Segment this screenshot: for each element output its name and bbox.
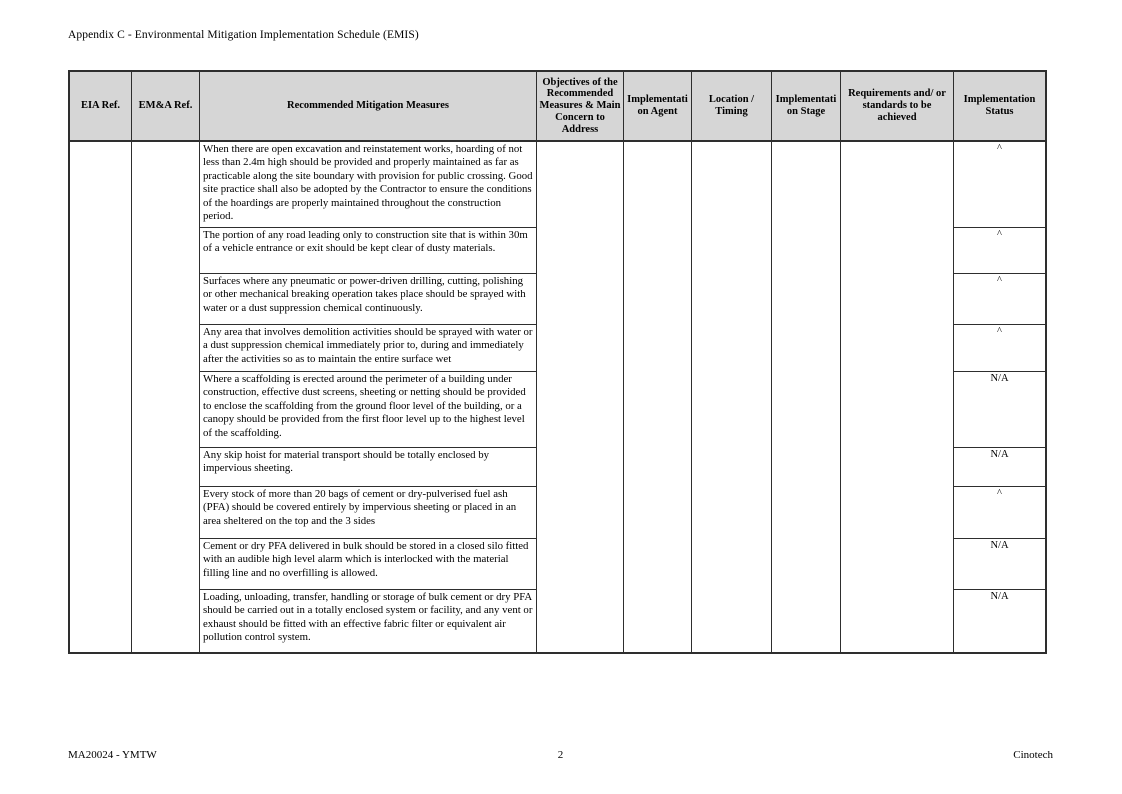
measure-cell: Where a scaffolding is erected around the perimeter of a building under construction, effective dust screens, sheeting or netting should be provided to enclose the scaffolding from the ground floor level of the building, or a canopy should be provided from the first floor level up to the highest level of the scaffolding. [200, 372, 536, 448]
status-cell: ^ [954, 325, 1045, 372]
measure-cell: Every stock of more than 20 bags of cement or dry-pulverised fuel ash (PFA) should be covered entirely by impervious sheeting or placed in an area sheltered on the top and the 3 sides [200, 487, 536, 539]
measure-cell: When there are open excavation and reinstatement works, hoarding of not less than 2.4m high should be provided and properly maintained as far as practicable along the site boundary with provision for public crossing. Good site practice shall also be adopted by the Contractor to ensure the conditions of the hoardings are properly maintained throughout the construction period. [200, 142, 536, 228]
status-cell: N/A [990, 591, 1009, 602]
page-footer [68, 749, 1053, 761]
body-column-implementation-status [954, 142, 1045, 652]
status-cell: N/A [954, 539, 1045, 590]
footer-page-number: 2 [557, 749, 564, 761]
header-cell-requirements: Requirements and/ or standards to be achieved [841, 72, 954, 140]
body-column-recommended-mitigation-measures [200, 142, 537, 652]
body-column-implementation-agent [624, 142, 692, 652]
body-column-location-timing [692, 142, 772, 652]
status-cell: ^ [954, 487, 1045, 539]
measure-cell: The portion of any road leading only to construction site that is within 30m of a vehicle entrance or exit should be kept clear of dusty materials. [200, 228, 536, 274]
header-cell-implementation-stage: Implementation Stage [772, 72, 841, 140]
footer-project-code: MA20024 - YMTW [68, 749, 157, 761]
status-cell: N/A [954, 448, 1045, 487]
table-header-row [70, 72, 1045, 142]
measure-cell: Any area that involves demolition activities should be sprayed with water or a dust suppression chemical immediately prior to, during and immediately after the activities so as to maintain the entire surface wet [200, 325, 536, 372]
document-title: Appendix C - Environmental Mitigation Implementation Schedule (EMIS) [68, 29, 419, 41]
footer-company-name: Cinotech [1013, 749, 1053, 761]
header-cell-ema-ref: EM&A Ref. [132, 72, 200, 140]
header-cell-implementation-status: Implementation Status [963, 94, 1036, 117]
header-cell-eia-ref: EIA Ref. [70, 72, 132, 140]
body-column-requirements [841, 142, 954, 652]
table-body [70, 142, 1045, 652]
status-cell: ^ [954, 142, 1045, 228]
status-cell: ^ [954, 274, 1045, 325]
measure-cell: Loading, unloading, transfer, handling or storage of bulk cement or dry PFA should be carried out in a totally enclosed system or facility, and any vent or exhaust should be fitted with an effective fabric filter or equivalent air pollution control system. [203, 591, 533, 644]
measure-cell: Any skip hoist for material transport should be totally enclosed by impervious sheeting. [200, 448, 536, 487]
header-cell-recommended-mitigation-measures: Recommended Mitigation Measures [200, 72, 537, 140]
header-cell-objectives: Objectives of the Recommended Measures & Main Concern to Address [537, 72, 624, 140]
header-cell-implementation-agent: Implementation Agent [624, 72, 692, 140]
status-cell: ^ [954, 228, 1045, 274]
header-cell-location-timing: Location / Timing [692, 72, 772, 140]
body-column-ema-ref [132, 142, 200, 652]
status-cell: N/A [954, 372, 1045, 448]
body-column-implementation-stage [772, 142, 841, 652]
measure-cell: Surfaces where any pneumatic or power-driven drilling, cutting, polishing or other mechanical breaking operation takes place should be sprayed with water or a dust suppression chemical continuously. [200, 274, 536, 325]
emis-table [68, 70, 1047, 654]
measure-cell: Cement or dry PFA delivered in bulk should be stored in a closed silo fitted with an audible high level alarm which is interlocked with the material filling line and no overfilling is allowed. [200, 539, 536, 590]
body-column-objectives [537, 142, 624, 652]
body-column-eia-ref [70, 142, 132, 652]
